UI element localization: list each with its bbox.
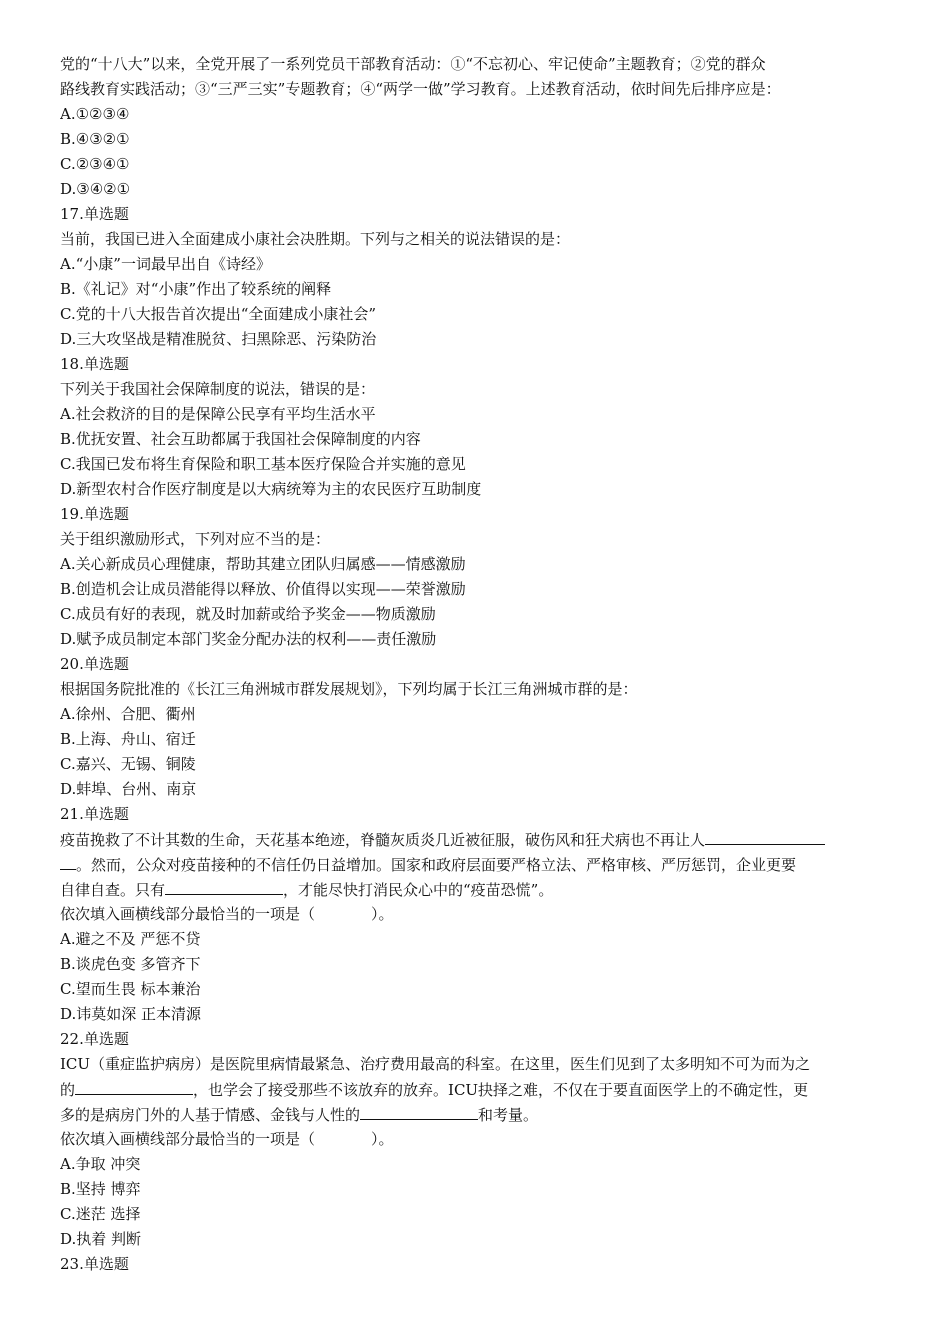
- question-header: 17.单选题: [60, 205, 129, 223]
- question-header: 23.单选题: [60, 1255, 129, 1273]
- question-stem: 当前，我国已进入全面建成小康社会决胜期。下列与之相关的说法错误的是：: [60, 230, 571, 248]
- option-d: D.蚌埠、台州、南京: [60, 780, 197, 798]
- question-header: 20.单选题: [60, 655, 129, 673]
- question-stem: ICU（重症监护病房）是医院里病情最紧急、治疗费用最高的科室。在这里，医生们见到了太多明知不可为而为之: [60, 1055, 811, 1073]
- stem-text: 的: [60, 1081, 76, 1099]
- option-c: C.嘉兴、无锡、铜陵: [60, 755, 196, 773]
- question-header: 18.单选题: [60, 355, 129, 373]
- option-c: C.迷茫 选择: [60, 1205, 141, 1223]
- question-stem-line: [60, 1077, 890, 1102]
- prompt-text: 依次填入画横线部分最恰当的一项是（: [60, 905, 316, 923]
- stem-text: 多的是病房门外的人基于情感、金钱与人性的: [60, 1106, 361, 1124]
- option-d: D.三大攻坚战是精准脱贫、扫黑除恶、污染防治: [60, 330, 377, 348]
- option-b: B.创造机会让成员潜能得以释放、价值得以实现——荣誉激励: [60, 580, 466, 598]
- question-header: 19.单选题: [60, 505, 129, 523]
- stem-text: ，也学会了接受那些不该放弃的放弃。ICU抉择之难，不仅在于要直面医学上的不确定性，更: [193, 1081, 809, 1099]
- question-18: [60, 352, 890, 502]
- question-20: [60, 652, 890, 802]
- question-16: [60, 52, 890, 202]
- question-17: [60, 202, 890, 352]
- question-header: 21.单选题: [60, 805, 129, 823]
- option-d: D.③④②①: [60, 180, 131, 198]
- question-stem: 党的“十八大”以来，全党开展了一系列党员干部教育活动：①“不忘初心、牢记使命”主题教育；②党的群众: [60, 55, 766, 73]
- option-a: A.社会救济的目的是保障公民享有平均生活水平: [60, 405, 376, 423]
- stem-text: 自律自查。只有: [60, 881, 166, 899]
- question-stem: 路线教育实践活动；③“三严三实”专题教育；④“两学一做”学习教育。上述教育活动，依时间先后排序应是：: [60, 80, 781, 98]
- option-b: B.《礼记》对“小康”作出了较系统的阐释: [60, 280, 332, 298]
- option-d: D.执着 判断: [60, 1230, 142, 1248]
- option-c: C.党的十八大报告首次提出“全面建成小康社会”: [60, 305, 377, 323]
- option-d: D.新型农村合作医疗制度是以大病统筹为主的农民医疗互助制度: [60, 480, 482, 498]
- question-stem: 根据国务院批准的《长江三角洲城市群发展规划》，下列均属于长江三角洲城市群的是：: [60, 680, 638, 698]
- fill-blank-2: [165, 877, 283, 895]
- option-b: B.④③②①: [60, 130, 130, 148]
- option-b: B.上海、舟山、宿迁: [60, 730, 196, 748]
- stem-text: 疫苗挽救了不计其数的生命，天花基本绝迹，脊髓灰质炎几近被征服，破伤风和狂犬病也不再让人: [60, 831, 706, 849]
- stem-text: 和考量。: [478, 1106, 539, 1124]
- option-a: A.“小康”一词最早出自《诗经》: [60, 255, 271, 273]
- option-a: A.争取 冲突: [60, 1155, 141, 1173]
- fill-blank-2: [360, 1102, 478, 1120]
- fill-blank-1-continued: [60, 852, 76, 870]
- stem-text: ，才能尽快打消民众心中的“疫苗恐慌”。: [283, 881, 554, 899]
- question-23: [60, 1252, 890, 1277]
- prompt-text: 依次填入画横线部分最恰当的一项是（: [60, 1130, 316, 1148]
- prompt-text-end: ）。: [371, 905, 394, 923]
- question-19: [60, 502, 890, 652]
- option-a: A.关心新成员心理健康，帮助其建立团队归属感——情感激励: [60, 555, 466, 573]
- stem-text: 。然而，公众对疫苗接种的不信任仍日益增加。国家和政府层面要严格立法、严格审核、严厉惩罚，企业更要: [76, 856, 797, 874]
- question-stem-line: [60, 827, 890, 852]
- question-stem: 下列关于我国社会保障制度的说法，错误的是：: [60, 380, 376, 398]
- option-c: C.②③④①: [60, 155, 130, 173]
- option-d: D.讳莫如深 正本清源: [60, 1005, 202, 1023]
- fill-blank-1: [705, 827, 825, 845]
- question-stem-line: [60, 1102, 890, 1127]
- prompt-text-end: ）。: [371, 1130, 394, 1148]
- option-b: B.优抚安置、社会互助都属于我国社会保障制度的内容: [60, 430, 421, 448]
- option-a: A.避之不及 严惩不贷: [60, 930, 201, 948]
- option-b: B.谈虎色变 多管齐下: [60, 955, 201, 973]
- option-c: C.望而生畏 标本兼治: [60, 980, 201, 998]
- question-prompt: [60, 1127, 890, 1152]
- question-header: 22.单选题: [60, 1030, 129, 1048]
- question-21: [60, 802, 890, 1027]
- option-c: C.我国已发布将生育保险和职工基本医疗保险合并实施的意见: [60, 455, 466, 473]
- question-stem-line: [60, 877, 890, 902]
- option-a: A.①②③④: [60, 105, 130, 123]
- option-b: B.坚持 博弈: [60, 1180, 141, 1198]
- option-c: C.成员有好的表现，就及时加薪或给予奖金——物质激励: [60, 605, 436, 623]
- question-stem: 关于组织激励形式，下列对应不当的是：: [60, 530, 331, 548]
- option-d: D.赋予成员制定本部门奖金分配办法的权利——责任激励: [60, 630, 437, 648]
- fill-blank-1: [75, 1077, 193, 1095]
- question-prompt: [60, 902, 890, 927]
- question-stem-line: [60, 852, 890, 877]
- question-22: [60, 1027, 890, 1252]
- option-a: A.徐州、合肥、衢州: [60, 705, 196, 723]
